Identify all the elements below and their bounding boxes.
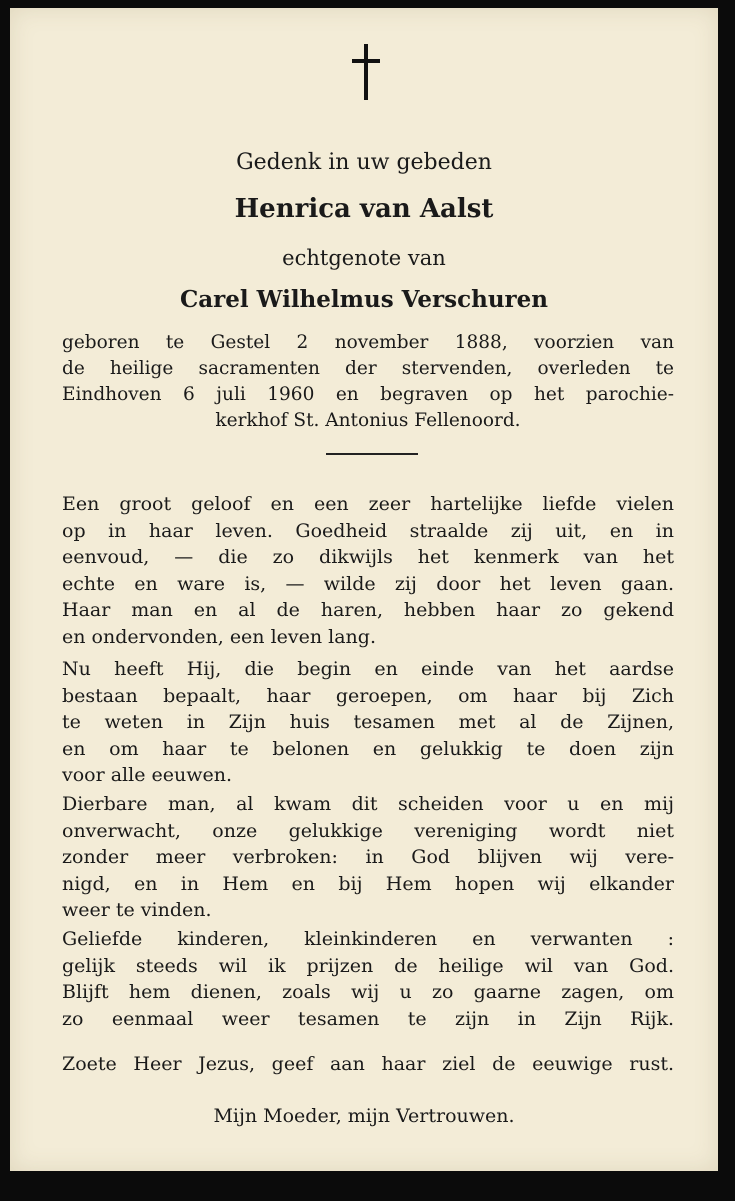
paragraph-line: te weten in Zijn huis tesamen met al de Zijnen, — [62, 711, 674, 733]
paragraph-line: Nu heeft Hij, die begin en einde van het aardse — [62, 658, 674, 680]
paragraph-line: voor alle eeuwen. — [62, 764, 233, 786]
paragraph-husband — [62, 791, 674, 924]
paragraph-line: op in haar leven. Goedheid straalde zij uit, en in — [62, 519, 674, 542]
paragraph-children — [62, 926, 674, 1032]
paragraph-line: en om haar te belonen en gelukkig te doen zijn — [62, 737, 674, 760]
closing-prayer: Zoete Heer Jezus, geef aan haar ziel de eeuwige rust. — [62, 1053, 674, 1075]
biography — [62, 330, 674, 434]
paragraph-line: gelijk steeds wil ik prijzen de heilige wil van God. — [62, 954, 674, 977]
paragraph-line: Een groot geloof en een zeer hartelijke liefde vielen — [62, 493, 674, 515]
biography-line: Eindhoven 6 juli 1960 en begraven op het parochie- — [62, 384, 674, 405]
paragraph-faith — [62, 491, 674, 650]
cross-icon — [351, 44, 381, 100]
divider-rule — [326, 453, 418, 455]
paragraph-line: zo eenmaal weer tesamen te zijn in Zijn Rijk. — [62, 1007, 674, 1030]
paragraph-line: nigd, en in Hem en bij Hem hopen wij elkander — [62, 872, 674, 895]
deceased-name: Henrica van Aalst — [234, 194, 494, 224]
paragraph-line: bestaan bepaalt, haar geroepen, om haar bij Zich — [62, 684, 674, 707]
relation-label: echtgenote van — [282, 246, 446, 270]
paragraph-line: Blijft hem dienen, zoals wij u zo gaarne zagen, om — [62, 981, 674, 1003]
card-heading: Gedenk in uw gebeden — [236, 150, 492, 175]
motto: Mijn Moeder, mijn Vertrouwen. — [213, 1105, 515, 1127]
biography-line: kerkhof St. Antonius Fellenoord. — [215, 410, 521, 431]
paragraph-called — [62, 656, 674, 789]
biography-line: de heilige sacramenten der stervenden, overleden te — [62, 358, 674, 379]
paragraph-line: onverwacht, onze gelukkige vereniging wordt niet — [62, 819, 674, 842]
spouse-name: Carel Wilhelmus Verschuren — [179, 286, 549, 313]
paragraph-line: zonder meer verbroken: in God blijven wij vere- — [62, 846, 674, 868]
paragraph-line: eenvoud, — die zo dikwijls het kenmerk van het — [62, 546, 674, 568]
paragraph-line: weer te vinden. — [62, 899, 212, 921]
biography-line: geboren te Gestel 2 november 1888, voorzien van — [62, 332, 674, 353]
paragraph-line: Dierbare man, al kwam dit scheiden voor u en mij — [62, 793, 674, 815]
memorial-card — [10, 8, 718, 1171]
paragraph-line: en ondervonden, een leven lang. — [62, 625, 377, 648]
paragraph-line: Geliefde kinderen, kleinkinderen en verwanten : — [62, 928, 674, 950]
paragraph-line: Haar man en al de haren, hebben haar zo gekend — [62, 599, 674, 621]
paragraph-line: echte en ware is, — wilde zij door het leven gaan. — [62, 572, 674, 595]
